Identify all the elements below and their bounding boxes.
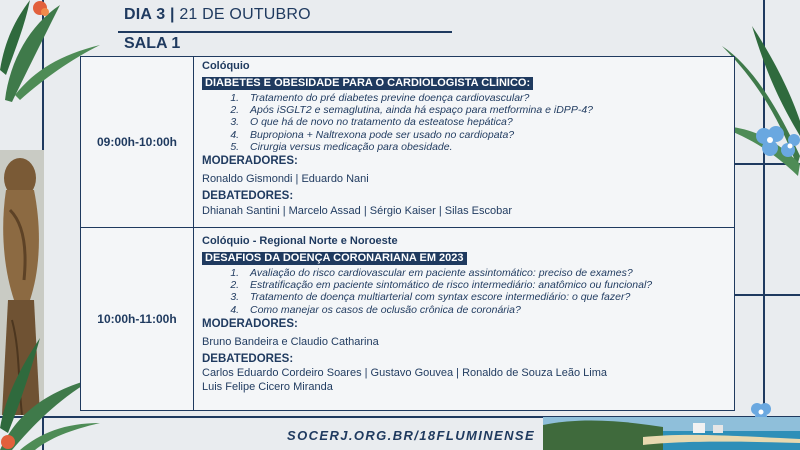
session-time: 10:00h-11:00h — [81, 228, 194, 411]
debaters-label: DEBATEDORES: — [202, 352, 294, 365]
topic-item: 5. Cirurgia versus medicação para obesidade. — [242, 141, 726, 153]
debaters-names-line2: Luis Felipe Cicero Miranda — [202, 380, 333, 393]
debaters-names: Dhianah Santini | Marcelo Assad | Sérgio Kaiser | Silas Escobar — [202, 205, 513, 218]
session-type: Colóquio — [202, 60, 250, 72]
session-type: Colóquio - Regional Norte e Noroeste — [202, 235, 398, 247]
day-separator: | — [169, 6, 175, 23]
topic-item: 4. Como manejar os casos de oclusão crônica de coronária? — [242, 304, 726, 316]
session-time: 09:00h-10:00h — [81, 57, 194, 228]
session-row — [81, 228, 735, 411]
moderators-names: Bruno Bandeira e Claudio Catharina — [202, 335, 379, 348]
debaters-names: Carlos Eduardo Cordeiro Soares | Gustavo Gouvea | Ronaldo de Souza Leão Lima — [202, 366, 608, 379]
moderators-label: MODERADORES: — [202, 155, 298, 168]
frame-line-right-h2 — [735, 294, 800, 296]
topic-item: 4. Bupropiona + Naltrexona pode ser usado no cardiopata? — [242, 129, 726, 141]
schedule-table — [80, 56, 735, 411]
topic-item: 1. Tratamento do pré diabetes previne doença cardiovascular? — [242, 92, 726, 104]
session-content — [194, 57, 735, 228]
session-row — [81, 57, 735, 228]
topic-list — [202, 92, 726, 153]
topic-item: 3. O que há de novo no tratamento da esteatose hepática? — [242, 116, 726, 128]
header-rule — [118, 31, 452, 33]
date-label: 21 DE OUTUBRO — [179, 6, 311, 23]
day-label: DIA 3 — [124, 6, 166, 23]
topic-item: 1. Avaliação do risco cardiovascular em paciente assintomático: preciso de exames? — [242, 267, 726, 279]
session-title: DIABETES E OBESIDADE PARA O CARDIOLOGISTA CLÍNICO: — [202, 77, 533, 90]
debaters-label: DEBATEDORES: — [202, 190, 294, 203]
topic-item: 2. Estratificação em paciente sintomático de risco intermediário: anatômico ou funcional? — [242, 279, 726, 291]
topic-item: 2. Após iSGLT2 e semaglutina, ainda há espaço para metformina e iDPP-4? — [242, 104, 726, 116]
day-header — [124, 6, 311, 24]
moderators-label: MODERADORES: — [202, 317, 298, 330]
session-content — [194, 228, 735, 411]
blue-flower-icon — [748, 122, 800, 168]
moderators-names: Ronaldo Gismondi | Eduardo Nani — [202, 173, 369, 186]
topic-list — [202, 267, 726, 316]
session-title: DESAFIOS DA DOENÇA CORONARIANA EM 2023 — [202, 252, 467, 265]
topic-item: 3. Tratamento de doença multiarterial com syntax escore intermediário: o que fazer? — [242, 291, 726, 303]
website-url[interactable]: SOCERJ.ORG.BR/18FLUMINENSE — [287, 428, 536, 443]
beach-photo — [543, 417, 800, 450]
room-label: SALA 1 — [124, 35, 181, 52]
